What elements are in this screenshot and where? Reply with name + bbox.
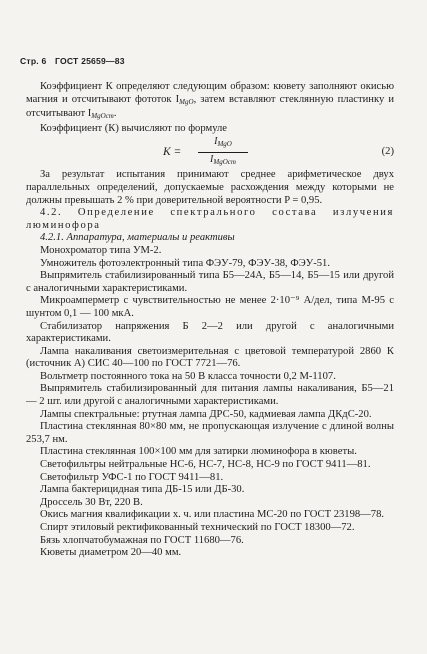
formula-number: (2) xyxy=(381,146,394,158)
list-item: Микроамперметр с чувствительностью не менее 2·10⁻⁹ А/дел, типа М-95 с шунтом 0,1 — 100 мкА. xyxy=(26,295,394,319)
formula-denominator: $I_{MgOст}$ xyxy=(210,153,236,166)
list-item: Пластина стеклянная 80×80 мм, не пропускающая излучение с длиной волны 253,7 нм. xyxy=(26,421,394,445)
list-item: Светофильтры нейтральные НС-6, НС-7, НС-8, НС-9 по ГОСТ 9411—81. xyxy=(40,459,371,471)
paragraph-formula-intro: Коэффициент (К) вычисляют по формуле xyxy=(40,122,228,134)
list-item: Лампа бактерицидная типа ДБ-15 или ДБ-30. xyxy=(40,484,245,496)
list-item: Бязь хлопчатобумажная по ГОСТ 11680—76. xyxy=(40,534,244,546)
formula-fraction xyxy=(198,136,248,168)
list-item: Спирт этиловый ректификованный технический по ГОСТ 18300—72. xyxy=(40,522,355,533)
list-item: Светофильтр УФС-1 по ГОСТ 9411—81. xyxy=(40,471,224,483)
page-number: Стр. 6 xyxy=(20,56,47,66)
paragraph-result: За результат испытания принимают среднее арифметическое двух параллельных определений, допускаемые расхождения между которыми не должны превышать 2 % при доверительной вероятности P = 0,95. xyxy=(26,169,394,206)
formula-numerator: $I_{MgO}$ xyxy=(198,136,248,153)
list-item: Вольтметр постоянного тока на 50 В класса точности 0,2 М-1107. xyxy=(40,370,336,382)
formula-2 xyxy=(26,136,394,169)
list-item: Дроссель 30 Вт, 220 В. xyxy=(40,496,143,508)
list-item: Стабилизатор напряжения Б 2—2 или другой с аналогичными характеристиками. xyxy=(26,320,394,345)
section-4-2-title: 4.2. Определение спектрального состава излучения люминофора xyxy=(26,207,394,231)
list-item: Выпрямитель стабилизированный для питания лампы накаливания, Б5—21 — 2 шт. или другой с аналогичными характеристиками. xyxy=(26,383,394,408)
section-4-2-1-title: 4.2.1. Аппаратура, материалы и реактивы xyxy=(40,232,235,244)
list-item: Лампа накаливания светоизмерительная с цветовой температурой 2860 К (источник А) СИС 40—100 по ГОСТ 7721—76. xyxy=(26,345,394,370)
list-item: Умножитель фотоэлектронный типа ФЭУ-79, ФЭУ-38, ФЭУ-51. xyxy=(40,257,330,269)
list-item: Монохроматор типа УМ-2. xyxy=(40,244,162,256)
list-item: Пластина стеклянная 100×100 мм для затирки люминофора в кюветы. xyxy=(40,446,357,458)
list-item: Лампы спектральные: ртутная лампа ДРС-50, кадмиевая лампа ДКдС-20. xyxy=(40,408,372,420)
standard-code: ГОСТ 25659—83 xyxy=(55,56,125,66)
page-header xyxy=(20,56,131,66)
formula-lhs: K = xyxy=(163,146,182,159)
paragraph-coefficient-k: Коэффициент К определяют следующим образом: кювету заполняют окисью магния и отсчитывают фототок $I_{MgO}$, затем вставляют стеклянную пластинку и отсчитывают $I_{MgOст}$. xyxy=(26,81,395,121)
list-item: Кюветы диаметром 20—40 мм. xyxy=(40,547,182,559)
list-item: Окись магния квалификации х. ч. или пластина МС-20 по ГОСТ 23198—78. xyxy=(40,509,385,521)
list-item: Выпрямитель стабилизированный типа Б5—24А, Б5—14, Б5—15 или другой с аналогичными характеристиками. xyxy=(26,270,394,294)
document-body xyxy=(26,81,394,560)
